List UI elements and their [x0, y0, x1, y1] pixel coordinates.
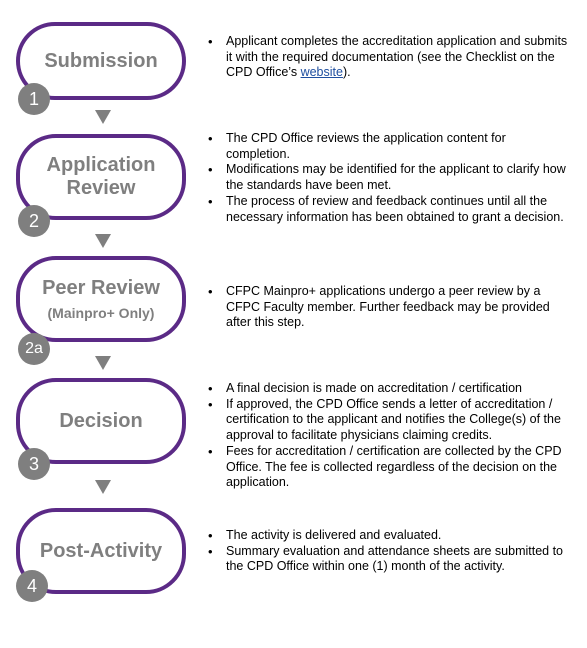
- step-submission-title: Submission: [44, 49, 158, 72]
- step-post-activity-title: Post-Activity: [39, 539, 163, 562]
- bullet-item: • A final decision is made on accreditation / certification: [208, 381, 570, 397]
- step-peer-review-title: Peer Review: [42, 276, 160, 299]
- step-post-activity-badge: 4: [16, 570, 48, 602]
- step-submission-bullets: [208, 34, 570, 81]
- step-application-review-title-line2: Review: [66, 177, 136, 199]
- website-link[interactable]: website: [300, 65, 343, 80]
- arrow-down-icon: [95, 480, 111, 494]
- bullet-item: • CFPC Mainpro+ applications undergo a peer review by a CFPC Faculty member. Further feedback may be provided after this step.: [208, 284, 570, 331]
- step-peer-review-box: [16, 256, 186, 342]
- step-submission-badge: 1: [18, 83, 50, 115]
- bullet-item: • The process of review and feedback continues until all the necessary information has been obtained to grant a decision.: [208, 194, 570, 225]
- step-application-review-title-line1: Application: [46, 154, 156, 176]
- step-peer-review-bullets: [208, 284, 570, 331]
- step-decision-title: Decision: [59, 409, 143, 432]
- step-decision-bullets: [208, 381, 570, 491]
- bullet-text: Applicant completes the accreditation application and submits it with the required documentation (see the Checklist on the CPD Office’s: [226, 34, 568, 80]
- arrow-down-icon: [95, 234, 111, 248]
- arrow-down-icon: [95, 110, 111, 124]
- bullet-item: • Modifications may be identified for the applicant to clarify how the standards have been met.: [208, 162, 570, 193]
- step-peer-review-badge: 2a: [18, 333, 50, 365]
- bullet-item: [208, 34, 570, 81]
- step-decision-badge: 3: [18, 448, 50, 480]
- step-post-activity-bullets: [208, 528, 570, 575]
- step-application-review-bullets: [208, 131, 570, 225]
- step-peer-review-subtitle: (Mainpro+ Only): [47, 304, 155, 321]
- bullet-item: • Fees for accreditation / certification are collected by the CPD Office. The fee is collected regardless of the decision on the application.: [208, 444, 570, 491]
- arrow-down-icon: [95, 356, 111, 370]
- bullet-item: • The CPD Office reviews the application content for completion.: [208, 131, 570, 162]
- step-application-review-badge: 2: [18, 205, 50, 237]
- bullet-item: • If approved, the CPD Office sends a letter of accreditation / certification to the applicant and notifies the College(s) of the approval to facilitate physicians claiming credits.: [208, 397, 570, 444]
- bullet-item: • The activity is delivered and evaluated.: [208, 528, 570, 544]
- bullet-item: • Summary evaluation and attendance sheets are submitted to the CPD Office within one (1) month of the activity.: [208, 544, 570, 575]
- bullet-text-end: ).: [342, 65, 351, 80]
